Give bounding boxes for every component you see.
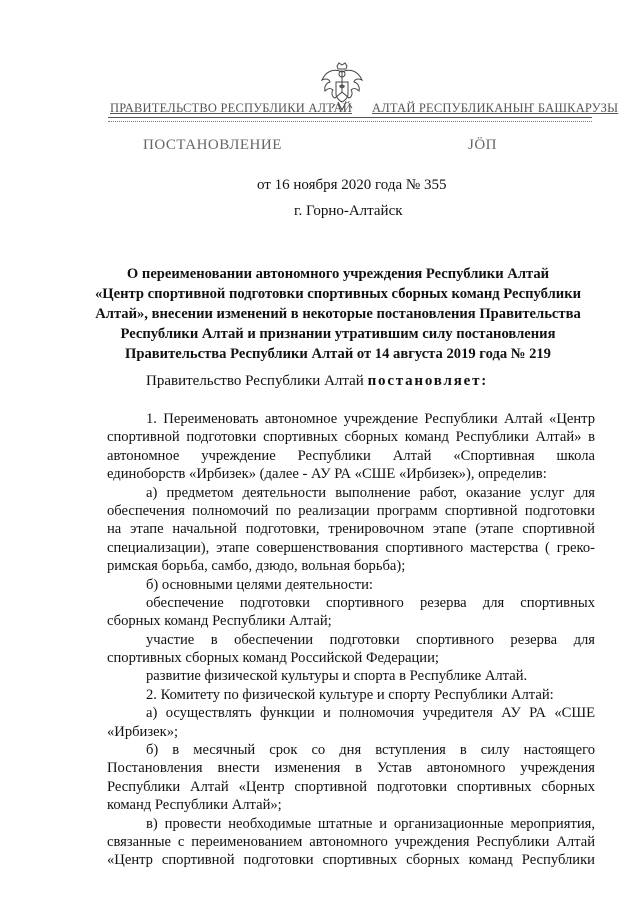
body-line: развитие физической культуры и спорта в Республике Алтай.	[146, 668, 528, 685]
resolution-lead	[146, 373, 488, 390]
body-line: в) провести необходимые штатные и организационные мероприятия,	[146, 815, 595, 832]
body-line: римская борьба, самбо, дзюдо, вольная борьба);	[107, 558, 406, 575]
body-line: «Центр спортивной подготовки спортивных сборных команд Республики	[107, 852, 595, 869]
body-line: спортивной подготовки спортивных сборных команд Республики Алтай» в	[107, 429, 595, 446]
header-divider	[108, 117, 592, 118]
body-line: обеспечение подготовки спортивного резерва для спортивных	[146, 594, 595, 611]
document-type-altai: JÖП	[468, 137, 498, 153]
body-line: на этапе начальной подготовки, тренировочном этапе (этапе спортивной	[107, 521, 595, 538]
document-date-number: от 16 ноября 2020 года № 355	[257, 177, 447, 193]
body-line: Постановления внести изменения в Устав автономного учреждения	[107, 760, 595, 777]
body-line: а) предметом деятельности выполнение работ, оказание услуг для	[146, 484, 595, 501]
body-line: 1. Переименовать автономное учреждение Республики Алтай «Центр	[146, 411, 595, 427]
title-line: «Центр спортивной подготовки спортивных сборных команд Республики	[94, 286, 582, 302]
body-line: спортивных сборных команд Российской Федерации;	[107, 650, 439, 667]
body-line: Республики Алтай «Центр спортивной подготовки спортивных сборных	[107, 778, 595, 795]
title-line: Правительства Республики Алтай от 14 августа 2019 года № 219	[125, 346, 551, 362]
body-line: команд Республики Алтай»;	[107, 797, 282, 814]
title-line: О переименовании автономного учреждения Республики Алтай	[126, 266, 550, 282]
document-body	[107, 410, 595, 870]
body-line: специализации), этапе совершенствования спортивного мастерства ( греко-	[107, 539, 595, 556]
lead-emphasis: постановляет:	[367, 373, 489, 389]
title-line: Республики Алтай и признании утратившим силу постановления	[120, 326, 556, 342]
document-city: г. Горно-Алтайск	[294, 203, 403, 219]
header-divider-dotted	[108, 121, 592, 122]
government-name-altai: АЛТАЙ РЕСПУБЛИКАНЫҤ БАШКАРУЗЫ	[372, 101, 619, 115]
body-line: автономное учреждение Республики Алтай «Спортивная школа	[107, 447, 595, 464]
body-line: «Ирбизек»;	[107, 723, 179, 740]
body-line: б) в месячный срок со дня вступления в силу настоящего	[146, 742, 595, 759]
lead-text: Правительство Республики Алтай	[146, 373, 368, 389]
body-line: участие в обеспечении подготовки спортивного резерва для	[146, 631, 595, 648]
document-title	[68, 264, 608, 364]
body-line: 2. Комитету по физической культуре и спорту Республики Алтай:	[146, 686, 554, 703]
body-line: единоборств «Ирбизек» (далее - АУ РА «СШЕ «Ирбизек»), определив:	[107, 466, 547, 483]
body-line: а) осуществлять функции и полномочия учредителя АУ РА «СШЕ	[146, 705, 595, 722]
document-type-russian: ПОСТАНОВЛЕНИЕ	[143, 137, 282, 153]
body-line: связанные с переименованием автономного учреждения Республики Алтай	[107, 833, 595, 850]
body-line: б) основными целями деятельности:	[146, 576, 373, 593]
title-line: Алтай», внесении изменений в некоторые постановления Правительства	[95, 306, 581, 322]
body-line: обеспечения полномочий по реализации программ спортивной подготовки	[107, 502, 595, 519]
body-line: сборных команд Республики Алтай;	[107, 613, 332, 630]
government-name-russian: ПРАВИТЕЛЬСТВО РЕСПУБЛИКИ АЛТАЙ	[110, 101, 352, 115]
